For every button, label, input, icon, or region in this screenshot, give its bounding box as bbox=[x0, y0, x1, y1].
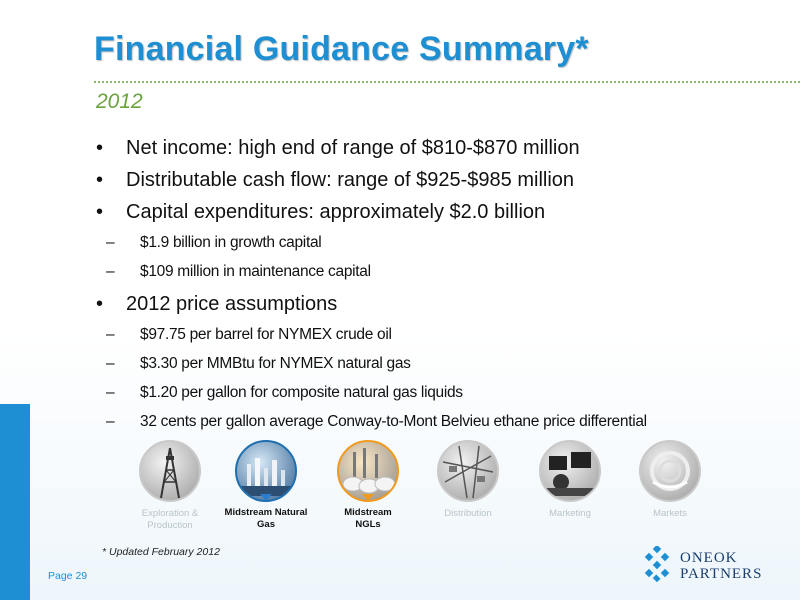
footnote: * Updated February 2012 bbox=[102, 546, 220, 558]
segment-distribution bbox=[418, 440, 518, 520]
slide-subtitle: 2012 bbox=[96, 90, 143, 113]
segment-label: Distribution bbox=[444, 508, 492, 519]
segment-midstream-natural-gas bbox=[216, 440, 316, 531]
bullet-list bbox=[96, 132, 776, 438]
gas-plant-icon bbox=[235, 440, 297, 502]
segment-label: Midstream bbox=[344, 507, 392, 518]
segment-midstream-ngls bbox=[318, 440, 418, 531]
oil-derrick-icon bbox=[139, 440, 201, 502]
logo-text-line: ONEOK bbox=[680, 550, 738, 566]
sub-bullet-item: – $109 million in maintenance capital bbox=[106, 257, 776, 286]
title-divider bbox=[94, 81, 800, 83]
segment-label: Markets bbox=[653, 508, 687, 519]
bullet-text: Capital expenditures: approximately $2.0 billion bbox=[126, 201, 546, 223]
logo-text-line: PARTNERS bbox=[680, 566, 763, 582]
city-map-icon bbox=[437, 440, 499, 502]
bullet-item bbox=[96, 196, 776, 228]
active-segment-pointer bbox=[362, 494, 374, 501]
bullet-item bbox=[96, 164, 776, 196]
bullet-text: 2012 price assumptions bbox=[126, 293, 338, 315]
sub-bullet-item: – $1.20 per gallon for composite natural gas liquids bbox=[106, 378, 776, 407]
active-segment-pointer bbox=[260, 494, 272, 501]
storage-tanks-icon bbox=[337, 440, 399, 502]
slide-title: Financial Guidance Summary* bbox=[94, 30, 589, 68]
segment-label: Production bbox=[147, 520, 193, 531]
page-number: Page 29 bbox=[48, 570, 88, 582]
sub-bullet-item: – $97.75 per barrel for NYMEX crude oil bbox=[106, 320, 776, 349]
oneok-logo-icon bbox=[640, 546, 674, 582]
sub-bullet-list bbox=[96, 228, 776, 286]
sub-bullet-item: – $1.9 billion in growth capital bbox=[106, 228, 776, 257]
oneok-partners-logo bbox=[640, 546, 780, 586]
flame-burner-icon bbox=[639, 440, 701, 502]
bullet-text: Distributable cash flow: range of $925-$985 million bbox=[126, 169, 575, 191]
segment-label: NGLs bbox=[355, 519, 381, 530]
business-segments bbox=[120, 440, 720, 540]
segment-exploration-production bbox=[120, 440, 220, 532]
bullet-item bbox=[96, 132, 776, 164]
segment-label: Midstream Natural bbox=[224, 507, 308, 518]
segment-label: Exploration & bbox=[141, 508, 199, 519]
bullet-item bbox=[96, 288, 776, 320]
segment-markets bbox=[620, 440, 720, 520]
trading-desk-icon bbox=[539, 440, 601, 502]
sub-bullet-list bbox=[96, 320, 776, 436]
left-accent-bar bbox=[0, 404, 30, 600]
segment-marketing bbox=[520, 440, 620, 520]
bullet-text: Net income: high end of range of $810-$870 million bbox=[126, 137, 580, 159]
segment-label: Marketing bbox=[549, 508, 591, 519]
segment-label: Gas bbox=[257, 519, 275, 530]
sub-bullet-item: – 32 cents per gallon average Conway-to-Mont Belvieu ethane price differential bbox=[106, 407, 776, 436]
sub-bullet-item: – $3.30 per MMBtu for NYMEX natural gas bbox=[106, 349, 776, 378]
